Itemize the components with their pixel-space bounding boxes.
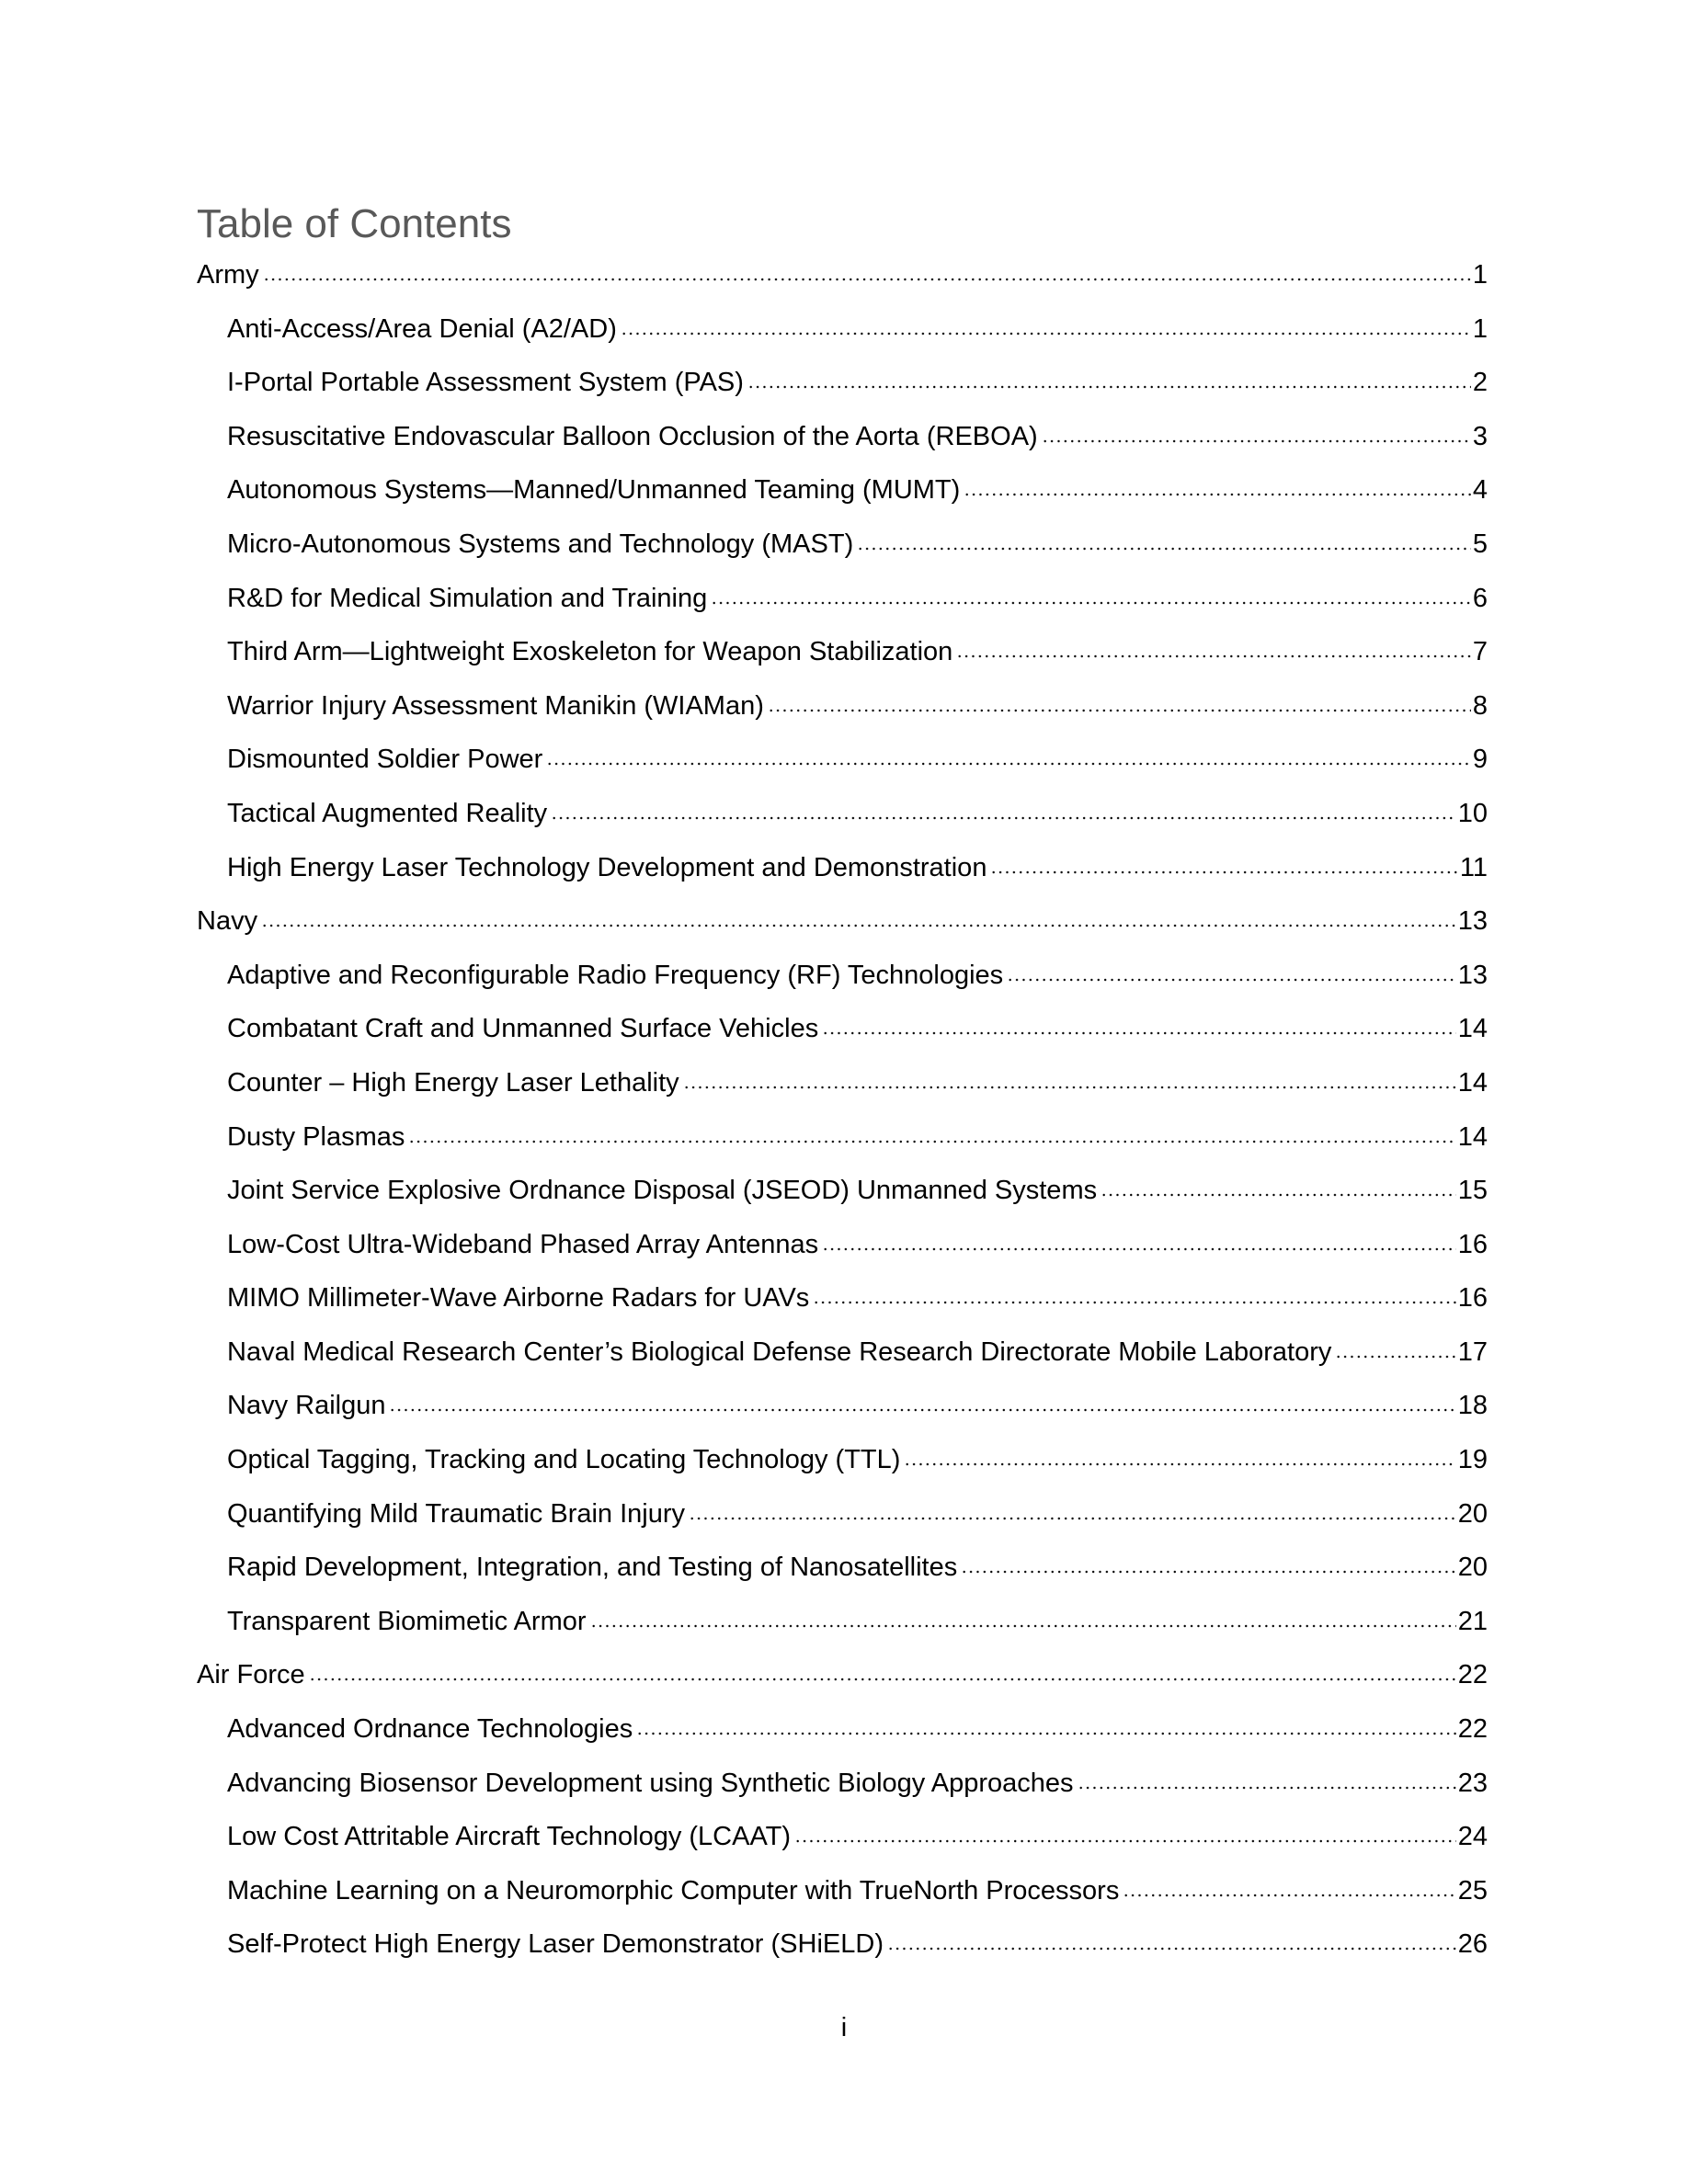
toc-subsection-entry[interactable]: [197, 1384, 1488, 1439]
toc-subsection-entry[interactable]: [197, 685, 1488, 739]
dot-leader: [1078, 1786, 1456, 1790]
toc-entry-label[interactable]: MIMO Millimeter-Wave Airborne Radars for UAVs: [227, 1283, 810, 1314]
dot-leader: [711, 601, 1471, 605]
toc-entry-label[interactable]: Tactical Augmented Reality: [227, 798, 548, 828]
dot-leader: [263, 278, 1471, 281]
dot-leader: [956, 654, 1471, 658]
dot-leader: [822, 1031, 1456, 1035]
toc-subsection-entry[interactable]: [197, 1007, 1488, 1062]
toc-entry-page-number[interactable]: 14: [1457, 1067, 1488, 1098]
toc-subsection-entry[interactable]: [197, 1331, 1488, 1385]
dot-leader: [689, 1517, 1456, 1520]
toc-entry-page-number[interactable]: 20: [1457, 1498, 1488, 1529]
toc-entry-page-number[interactable]: 22: [1457, 1714, 1488, 1745]
toc-entry-page-number[interactable]: 14: [1457, 1014, 1488, 1044]
toc-subsection-entry[interactable]: [197, 1762, 1488, 1816]
toc-subsection-entry[interactable]: [197, 847, 1488, 901]
toc-subsection-entry[interactable]: [197, 415, 1488, 470]
toc-subsection-entry[interactable]: [197, 1223, 1488, 1278]
toc-entry-label[interactable]: Counter – High Energy Laser Lethality: [227, 1067, 679, 1098]
toc-entry-label[interactable]: Advanced Ordnance Technologies: [227, 1714, 633, 1745]
toc-entry-page-number[interactable]: 18: [1457, 1391, 1488, 1421]
toc-entry-page-number[interactable]: 9: [1472, 745, 1488, 775]
toc-entry-label[interactable]: Self-Protect High Energy Laser Demonstrator (SHiELD): [227, 1929, 884, 1960]
toc-entry-label[interactable]: Low Cost Attritable Aircraft Technology (LCAAT): [227, 1822, 792, 1852]
toc-entry-page-number[interactable]: 26: [1457, 1929, 1488, 1960]
toc-entry-label[interactable]: Quantifying Mild Traumatic Brain Injury: [227, 1498, 686, 1529]
toc-entry-label[interactable]: Combatant Craft and Unmanned Surface Vehicles: [227, 1014, 819, 1044]
dot-leader: [590, 1624, 1456, 1628]
toc-section-entry[interactable]: [197, 254, 1488, 308]
toc-entry-label[interactable]: Optical Tagging, Tracking and Locating Technology (TTL): [227, 1445, 901, 1475]
toc-subsection-entry[interactable]: [197, 1062, 1488, 1116]
toc-subsection-entry[interactable]: [197, 308, 1488, 362]
toc-entry-page-number[interactable]: 4: [1472, 475, 1488, 506]
toc-subsection-entry[interactable]: [197, 1116, 1488, 1170]
toc-entry-label[interactable]: Adaptive and Reconfigurable Radio Frequency (RF) Technologies: [227, 960, 1004, 990]
toc-entry-label[interactable]: Navy Railgun: [227, 1391, 386, 1421]
dot-leader: [1042, 439, 1471, 443]
toc-entry-page-number[interactable]: 17: [1457, 1337, 1488, 1367]
toc-subsection-entry[interactable]: [197, 792, 1488, 847]
dot-leader: [768, 709, 1471, 712]
toc-subsection-entry[interactable]: [197, 631, 1488, 685]
dot-leader: [546, 762, 1471, 766]
toc-entry-label[interactable]: Advancing Biosensor Development using Synthetic Biology Approaches: [227, 1768, 1074, 1798]
dot-leader: [794, 1839, 1456, 1843]
toc-entry-label[interactable]: Resuscitative Endovascular Balloon Occlusion of the Aorta (REBOA): [227, 421, 1038, 451]
dot-leader: [1101, 1193, 1456, 1197]
toc-entry-page-number[interactable]: 3: [1472, 421, 1488, 451]
dot-leader: [961, 1570, 1456, 1574]
dot-leader: [636, 1732, 1456, 1735]
toc-entry-page-number[interactable]: 2: [1472, 368, 1488, 398]
toc-entry-label[interactable]: Dismounted Soldier Power: [227, 745, 543, 775]
toc-entry-label[interactable]: Machine Learning on a Neuromorphic Computer with TrueNorth Processors: [227, 1875, 1120, 1905]
dot-leader: [964, 493, 1471, 496]
toc-subsection-entry[interactable]: [197, 1923, 1488, 1977]
toc-entry-page-number[interactable]: 23: [1457, 1768, 1488, 1798]
toc-entry-page-number[interactable]: 8: [1472, 690, 1488, 721]
toc-subsection-entry[interactable]: [197, 1169, 1488, 1223]
toc-entry-page-number[interactable]: 1: [1472, 260, 1488, 290]
toc-subsection-entry[interactable]: [197, 361, 1488, 415]
dot-leader: [990, 870, 1457, 874]
toc-entry-page-number[interactable]: 14: [1457, 1121, 1488, 1152]
toc-entry-page-number[interactable]: 15: [1457, 1176, 1488, 1206]
toc-entry-page-number[interactable]: 11: [1459, 852, 1488, 882]
toc-entry-page-number[interactable]: 10: [1457, 798, 1488, 828]
dot-leader: [309, 1678, 1456, 1681]
dot-leader: [389, 1408, 1455, 1412]
toc-subsection-entry[interactable]: [197, 523, 1488, 577]
toc-entry-page-number[interactable]: 25: [1457, 1875, 1488, 1905]
toc-entry-label[interactable]: Navy: [197, 906, 258, 937]
toc-entry-page-number[interactable]: 13: [1457, 960, 1488, 990]
dot-leader: [683, 1086, 1456, 1089]
toc-subsection-entry[interactable]: [197, 1439, 1488, 1493]
toc-subsection-entry[interactable]: [197, 1815, 1488, 1870]
toc-entry-page-number[interactable]: 24: [1457, 1822, 1488, 1852]
toc-list: [197, 254, 1488, 1977]
dot-leader: [1335, 1355, 1455, 1359]
dot-leader: [551, 816, 1456, 820]
toc-entry-page-number[interactable]: 21: [1457, 1606, 1488, 1636]
dot-leader: [1007, 978, 1456, 982]
toc-entry-page-number[interactable]: 13: [1457, 906, 1488, 937]
toc-entry-label[interactable]: Low-Cost Ultra-Wideband Phased Array Antennas: [227, 1229, 819, 1259]
dot-leader: [822, 1247, 1456, 1251]
dot-leader: [261, 924, 1456, 927]
toc-subsection-entry[interactable]: [197, 1708, 1488, 1762]
toc-subsection-entry[interactable]: [197, 1600, 1488, 1655]
toc-entry-label[interactable]: Rapid Development, Integration, and Testing of Nanosatellites: [227, 1553, 958, 1583]
dot-leader: [887, 1947, 1456, 1951]
toc-entry-label[interactable]: Joint Service Explosive Ordnance Disposal (JSEOD) Unmanned Systems: [227, 1176, 1098, 1206]
toc-entry-page-number[interactable]: 16: [1457, 1283, 1488, 1314]
toc-entry-label[interactable]: I-Portal Portable Assessment System (PAS): [227, 368, 744, 398]
dot-leader: [621, 332, 1471, 336]
toc-title: Table of Contents: [197, 201, 512, 246]
toc-entry-label[interactable]: Air Force: [197, 1660, 305, 1690]
toc-subsection-entry[interactable]: [197, 1546, 1488, 1600]
toc-subsection-entry[interactable]: [197, 954, 1488, 1008]
toc-entry-label[interactable]: Transparent Biomimetic Armor: [227, 1606, 587, 1636]
toc-entry-page-number[interactable]: 6: [1472, 583, 1488, 613]
toc-entry-page-number[interactable]: 7: [1472, 637, 1488, 667]
toc-entry-label[interactable]: Third Arm—Lightweight Exoskeleton for Weapon Stabilization: [227, 637, 953, 667]
toc-entry-page-number[interactable]: 16: [1457, 1229, 1488, 1259]
toc-entry-page-number[interactable]: 19: [1457, 1445, 1488, 1475]
dot-leader: [813, 1301, 1455, 1304]
toc-entry-label[interactable]: Dusty Plasmas: [227, 1121, 405, 1152]
toc-entry-label[interactable]: High Energy Laser Technology Development and Demonstration: [227, 852, 987, 882]
toc-section-entry[interactable]: [197, 900, 1488, 954]
toc-entry-label[interactable]: Autonomous Systems—Manned/Unmanned Teaming (MUMT): [227, 475, 961, 506]
toc-subsection-entry[interactable]: [197, 469, 1488, 523]
toc-entry-page-number[interactable]: 20: [1457, 1553, 1488, 1583]
toc-entry-label[interactable]: Micro-Autonomous Systems and Technology (MAST): [227, 529, 854, 559]
toc-subsection-entry[interactable]: [197, 577, 1488, 631]
toc-subsection-entry[interactable]: [197, 1493, 1488, 1547]
dot-leader: [747, 385, 1471, 389]
dot-leader: [408, 1140, 1455, 1143]
toc-entry-label[interactable]: Anti-Access/Area Denial (A2/AD): [227, 313, 617, 344]
toc-entry-label[interactable]: Warrior Injury Assessment Manikin (WIAMan): [227, 690, 764, 721]
dot-leader: [1123, 1894, 1455, 1897]
dot-leader: [904, 1462, 1455, 1466]
toc-entry-page-number[interactable]: 5: [1472, 529, 1488, 559]
toc-entry-page-number[interactable]: 1: [1472, 313, 1488, 344]
toc-entry-label[interactable]: Army: [197, 260, 259, 290]
toc-section-entry[interactable]: [197, 1654, 1488, 1708]
toc-subsection-entry[interactable]: [197, 738, 1488, 792]
toc-entry-page-number[interactable]: 22: [1457, 1660, 1488, 1690]
dot-leader: [857, 547, 1471, 551]
toc-entry-label[interactable]: R&D for Medical Simulation and Training: [227, 583, 708, 613]
page-number: i: [840, 2013, 848, 2042]
toc-subsection-entry[interactable]: [197, 1277, 1488, 1331]
toc-entry-label[interactable]: Naval Medical Research Center’s Biological Defense Research Directorate Mobile Laboratory: [227, 1337, 1332, 1367]
toc-subsection-entry[interactable]: [197, 1870, 1488, 1924]
